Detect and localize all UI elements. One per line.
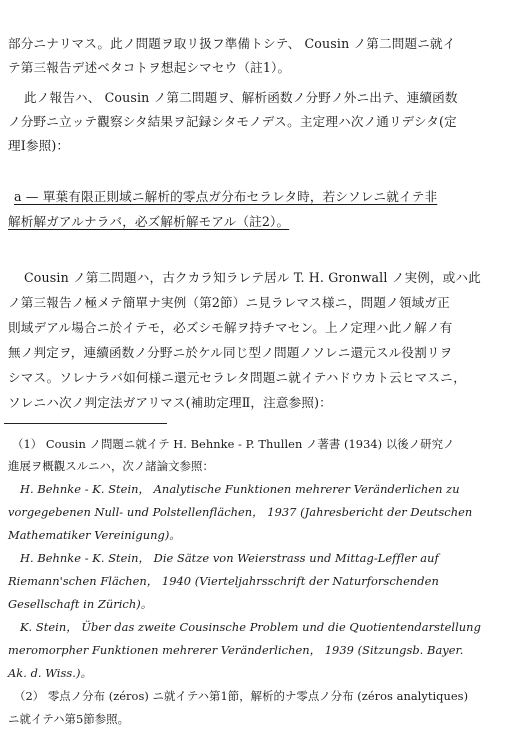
footnote-1-line-2: 進展ヲ概觀スルニハ，次ノ諸論文参照： — [8, 459, 214, 473]
body-line-5: 理Ⅰ参照)： — [8, 138, 70, 153]
footnote-1-line-1: （1） Cousin ノ問題ニ就イテ H. Behnke - P. Thullen ノ著書 (1934) 以後ノ研究ノ — [12, 437, 455, 451]
reference-2-line-1: H. Behnke - K. Stein， Die Sätze von Weierstrass und Mittag-Leffler auf — [20, 551, 439, 565]
body2-line-5: シマス。ソレナラバ如何様ニ還元セラレタ問題ニ就イテハドウカト云ヒマスニ， — [8, 370, 467, 385]
reference-1-line-1: H. Behnke - K. Stein， Analytische Funktionen mehrerer Veränderlichen zu — [20, 482, 460, 496]
body2-line-4: 無ノ判定ヲ，連續函数ノ分野ニ於ケル同じ型ノ問題ノソレニ還元スル役割リヲ — [8, 345, 453, 360]
reference-3-line-2: meromorpher Funktionen mehrerer Veränderlichen， 1939 (Sitzungsb. Bayer. — [8, 643, 464, 657]
theorem-line-2: 解析解ガアルナラバ，必ズ解析解モアル（註2）。 — [8, 214, 290, 229]
body-line-1: 部分ニナリマス。此ノ問題ヲ取リ扱フ準備トシテ、 Cousin ノ第二問題ニ就イ — [8, 36, 456, 51]
footnote-2-line-2: ニ就イテハ第5節参照。 — [8, 712, 130, 726]
reference-3-line-1: K. Stein， Über das zweite Cousinsche Problem und die Quotientendarstellung — [20, 620, 481, 634]
body-line-4: ノ分野ニ立ッテ觀察シタ結果ヲ記録シタモノデス。主定理ハ次ノ通リデシタ(定 — [8, 114, 457, 129]
body-line-3: 此ノ報告ハ、 Cousin ノ第二問題ヲ、解析函数ノ分野ノ外ニ出テ、連續函数 — [24, 90, 458, 105]
reference-2-line-3: Gesellschaft in Zürich)。 — [8, 597, 153, 611]
footnote-separator — [4, 423, 167, 424]
body2-line-1: Cousin ノ第二問題ハ，古クカラ知ラレテ居ル T. H. Gronwall ノ実例，或ハ此 — [24, 270, 481, 285]
reference-1-line-2: vorgegebenen Null- und Polstellenflächen， 1937 (Jahresbericht der Deutschen — [8, 505, 473, 519]
body2-line-6: ソレニハ次ノ判定法ガアリマス(補助定理Ⅱ，注意参照)： — [8, 395, 332, 410]
body-line-2: テ第三報告デ述ベタコトヲ想起シマセウ（註1）。 — [8, 60, 291, 75]
body2-line-2: ノ第三報告ノ極メテ簡單ナ実例（第2節）ニ見ラレマス様ニ，問題ノ領域ガ正 — [8, 295, 450, 310]
reference-3-line-3: Ak. d. Wiss.)。 — [8, 666, 92, 680]
reference-2-line-2: Riemann'schen Flächen， 1940 (Vierteljahrsschrift der Naturforschenden — [8, 574, 439, 588]
footnote-2-line-1: （2） 零点ノ分布 (zéros) ニ就イテハ第1節，解析的ナ零点ノ分布 (zéros analytiques) — [14, 689, 469, 703]
reference-1-line-3: Mathematiker Vereinigung)。 — [8, 528, 181, 542]
body2-line-3: 則域デアル場合ニ於イテモ，必ズシモ解ヲ持チマセン。上ノ定理ハ此ノ解ノ有 — [8, 320, 453, 335]
theorem-line-1: a — 單葉有限正則域ニ解析的零点ガ分布セラレタ時，若シソレニ就イテ非 — [14, 189, 438, 204]
